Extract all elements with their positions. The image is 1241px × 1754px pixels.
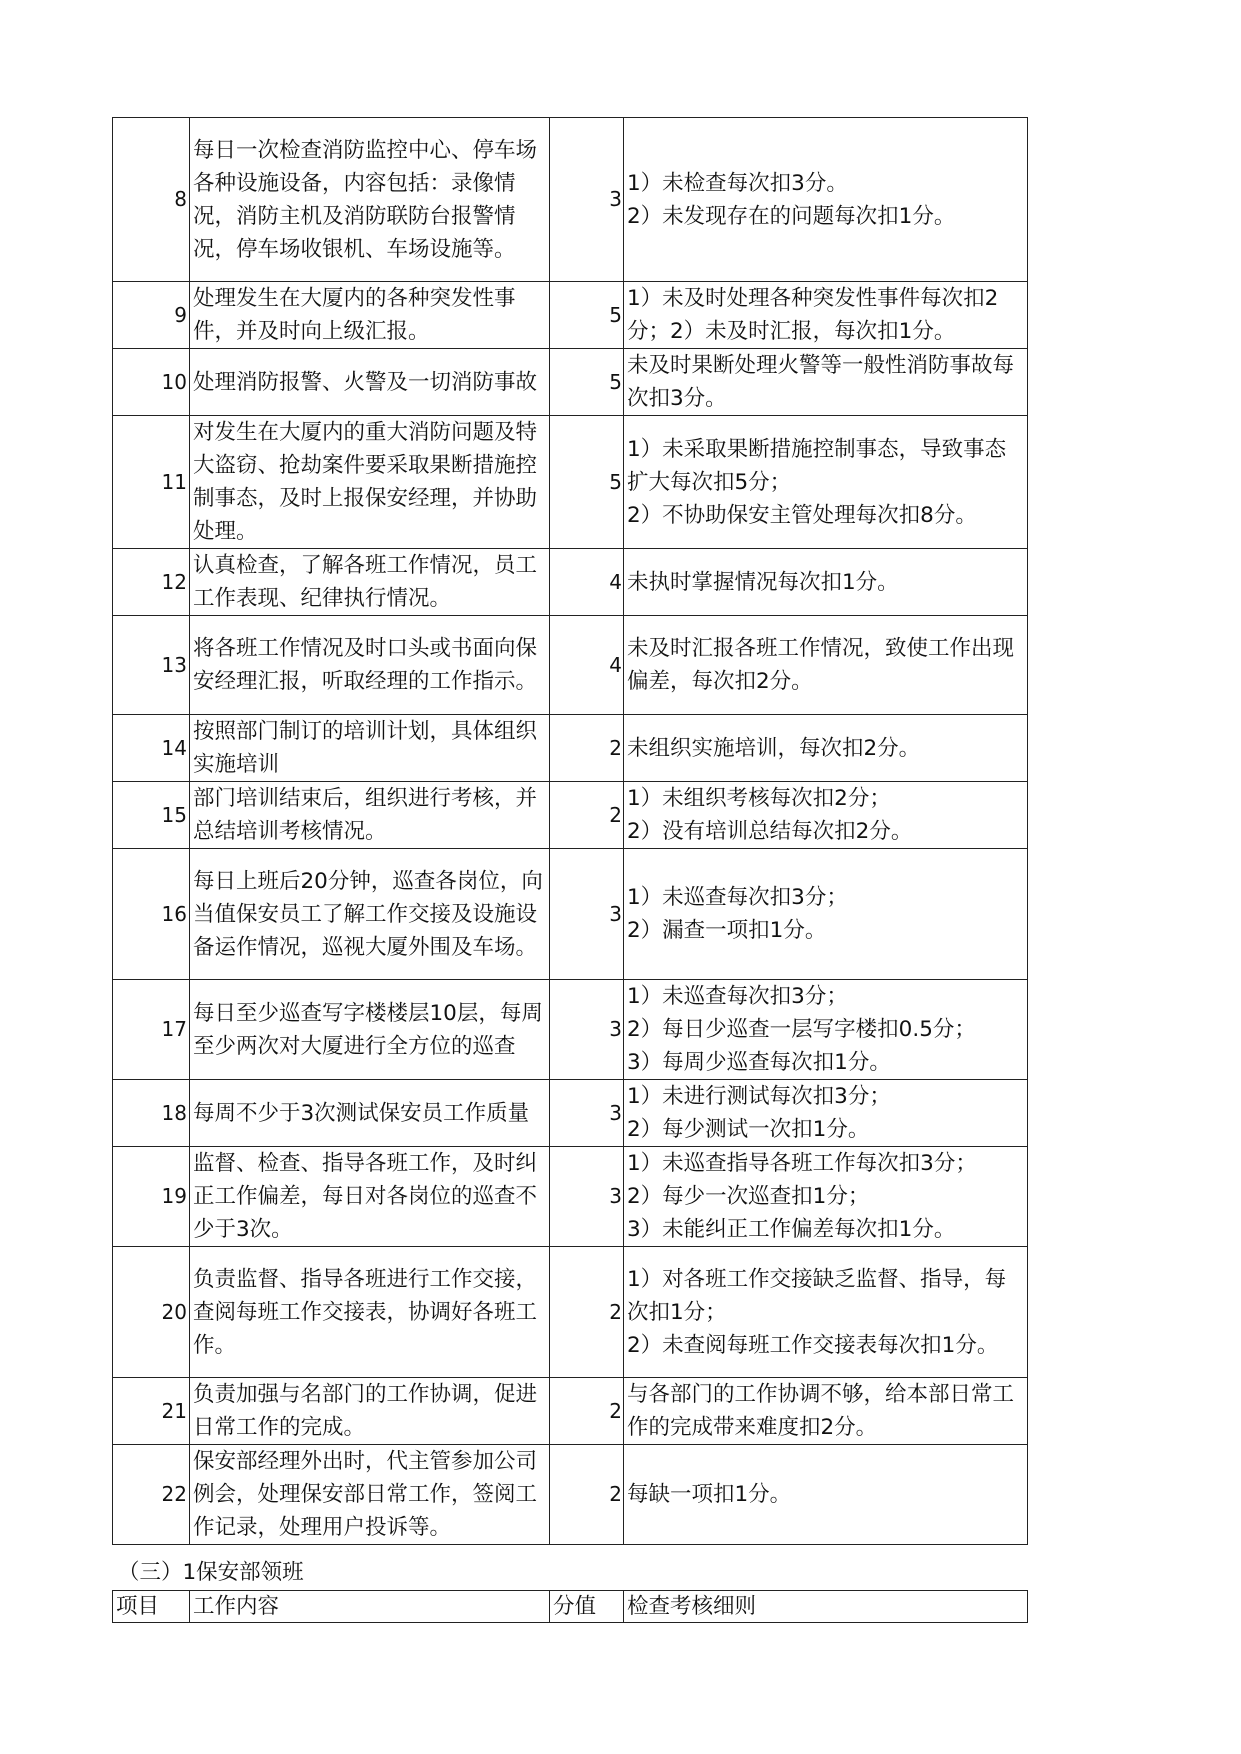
item-number: 8 — [113, 118, 190, 282]
score-value: 2 — [550, 1378, 624, 1445]
work-content: 处理消防报警、火警及一切消防事故 — [190, 349, 550, 416]
assessment-rule: 未执时掌握情况每次扣1分。 — [624, 549, 1028, 616]
table-row — [113, 118, 1028, 282]
assessment-rule: 1）未及时处理各种突发性事件每次扣2分；2）未及时汇报，每次扣1分。 — [624, 282, 1028, 349]
header-rule: 检查考核细则 — [624, 1591, 1028, 1623]
work-content: 每日一次检查消防监控中心、停车场各种设施设备，内容包括：录像情况，消防主机及消防联防台报警情况，停车场收银机、车场设施等。 — [190, 118, 550, 282]
item-number: 17 — [113, 980, 190, 1080]
assessment-rule: 未及时汇报各班工作情况，致使工作出现偏差，每次扣2分。 — [624, 616, 1028, 715]
item-number: 14 — [113, 715, 190, 782]
item-number: 11 — [113, 416, 190, 549]
score-value: 2 — [550, 1247, 624, 1378]
work-content: 负责加强与名部门的工作协调，促进日常工作的完成。 — [190, 1378, 550, 1445]
work-content: 监督、检查、指导各班工作，及时纠正工作偏差，每日对各岗位的巡查不少于3次。 — [190, 1147, 550, 1247]
assessment-rule: 未及时果断处理火警等一般性消防事故每次扣3分。 — [624, 349, 1028, 416]
item-number: 10 — [113, 349, 190, 416]
assessment-rule: 1）未进行测试每次扣3分； 2）每少测试一次扣1分。 — [624, 1080, 1028, 1147]
item-number: 19 — [113, 1147, 190, 1247]
score-value: 5 — [550, 282, 624, 349]
item-number: 22 — [113, 1445, 190, 1545]
table-row — [113, 349, 1028, 416]
score-value: 4 — [550, 549, 624, 616]
table-row — [113, 549, 1028, 616]
table-row — [113, 1445, 1028, 1545]
assessment-rule: 1）未检查每次扣3分。 2）未发现存在的问题每次扣1分。 — [624, 118, 1028, 282]
item-number: 12 — [113, 549, 190, 616]
score-value: 5 — [550, 349, 624, 416]
item-number: 21 — [113, 1378, 190, 1445]
table-row — [113, 282, 1028, 349]
header-row — [113, 1591, 1028, 1623]
work-content: 保安部经理外出时，代主管参加公司例会，处理保安部日常工作，签阅工作记录，处理用户投诉等。 — [190, 1445, 550, 1545]
score-value: 3 — [550, 1147, 624, 1247]
work-content: 对发生在大厦内的重大消防问题及特大盗窃、抢劫案件要采取果断措施控制事态，及时上报保安经理，并协助处理。 — [190, 416, 550, 549]
assessment-table — [112, 117, 1028, 1545]
assessment-rule: 1）未巡查每次扣3分； 2）漏查一项扣1分。 — [624, 849, 1028, 980]
section-heading: （三）1保安部领班 — [118, 1560, 304, 1585]
table-row — [113, 1080, 1028, 1147]
assessment-rule: 1）未组织考核每次扣2分； 2）没有培训总结每次扣2分。 — [624, 782, 1028, 849]
work-content: 将各班工作情况及时口头或书面向保安经理汇报，听取经理的工作指示。 — [190, 616, 550, 715]
table-row — [113, 1147, 1028, 1247]
score-value: 4 — [550, 616, 624, 715]
work-content: 每周不少于3次测试保安员工作质量 — [190, 1080, 550, 1147]
item-number: 15 — [113, 782, 190, 849]
assessment-rule: 每缺一项扣1分。 — [624, 1445, 1028, 1545]
score-value: 3 — [550, 118, 624, 282]
score-value: 2 — [550, 1445, 624, 1545]
work-content: 每日至少巡查写字楼楼层10层，每周至少两次对大厦进行全方位的巡查 — [190, 980, 550, 1080]
work-content: 处理发生在大厦内的各种突发性事件，并及时向上级汇报。 — [190, 282, 550, 349]
score-value: 3 — [550, 1080, 624, 1147]
work-content: 负责监督、指导各班进行工作交接，查阅每班工作交接表，协调好各班工作。 — [190, 1247, 550, 1378]
table-row — [113, 616, 1028, 715]
item-number: 16 — [113, 849, 190, 980]
item-number: 18 — [113, 1080, 190, 1147]
score-value: 3 — [550, 980, 624, 1080]
table-row — [113, 715, 1028, 782]
next-table-header — [112, 1590, 1028, 1623]
table-row — [113, 980, 1028, 1080]
item-number: 20 — [113, 1247, 190, 1378]
header-score: 分值 — [550, 1591, 624, 1623]
table-row — [113, 1378, 1028, 1445]
score-value: 2 — [550, 715, 624, 782]
item-number: 9 — [113, 282, 190, 349]
assessment-rule: 1）未巡查指导各班工作每次扣3分； 2）每少一次巡查扣1分； 3）未能纠正工作偏差每次扣1分。 — [624, 1147, 1028, 1247]
work-content: 每日上班后20分钟，巡查各岗位，向当值保安员工了解工作交接及设施设备运作情况，巡视大厦外围及车场。 — [190, 849, 550, 980]
score-value: 5 — [550, 416, 624, 549]
header-item: 项目 — [113, 1591, 190, 1623]
work-content: 认真检查，了解各班工作情况，员工工作表现、纪律执行情况。 — [190, 549, 550, 616]
item-number: 13 — [113, 616, 190, 715]
assessment-rule: 1）未采取果断措施控制事态，导致事态扩大每次扣5分； 2）不协助保安主管处理每次扣8分。 — [624, 416, 1028, 549]
header-content: 工作内容 — [190, 1591, 550, 1623]
table-row — [113, 1247, 1028, 1378]
table-row — [113, 849, 1028, 980]
assessment-rule: 与各部门的工作协调不够，给本部日常工作的完成带来难度扣2分。 — [624, 1378, 1028, 1445]
assessment-rule: 未组织实施培训，每次扣2分。 — [624, 715, 1028, 782]
assessment-rule: 1）未巡查每次扣3分； 2）每日少巡查一层写字楼扣0.5分； 3）每周少巡查每次扣1分。 — [624, 980, 1028, 1080]
table-row — [113, 782, 1028, 849]
table-row — [113, 416, 1028, 549]
score-value: 3 — [550, 849, 624, 980]
assessment-rule: 1）对各班工作交接缺乏监督、指导，每次扣1分； 2）未查阅每班工作交接表每次扣1分。 — [624, 1247, 1028, 1378]
work-content: 按照部门制订的培训计划，具体组织实施培训 — [190, 715, 550, 782]
work-content: 部门培训结束后，组织进行考核，并总结培训考核情况。 — [190, 782, 550, 849]
score-value: 2 — [550, 782, 624, 849]
